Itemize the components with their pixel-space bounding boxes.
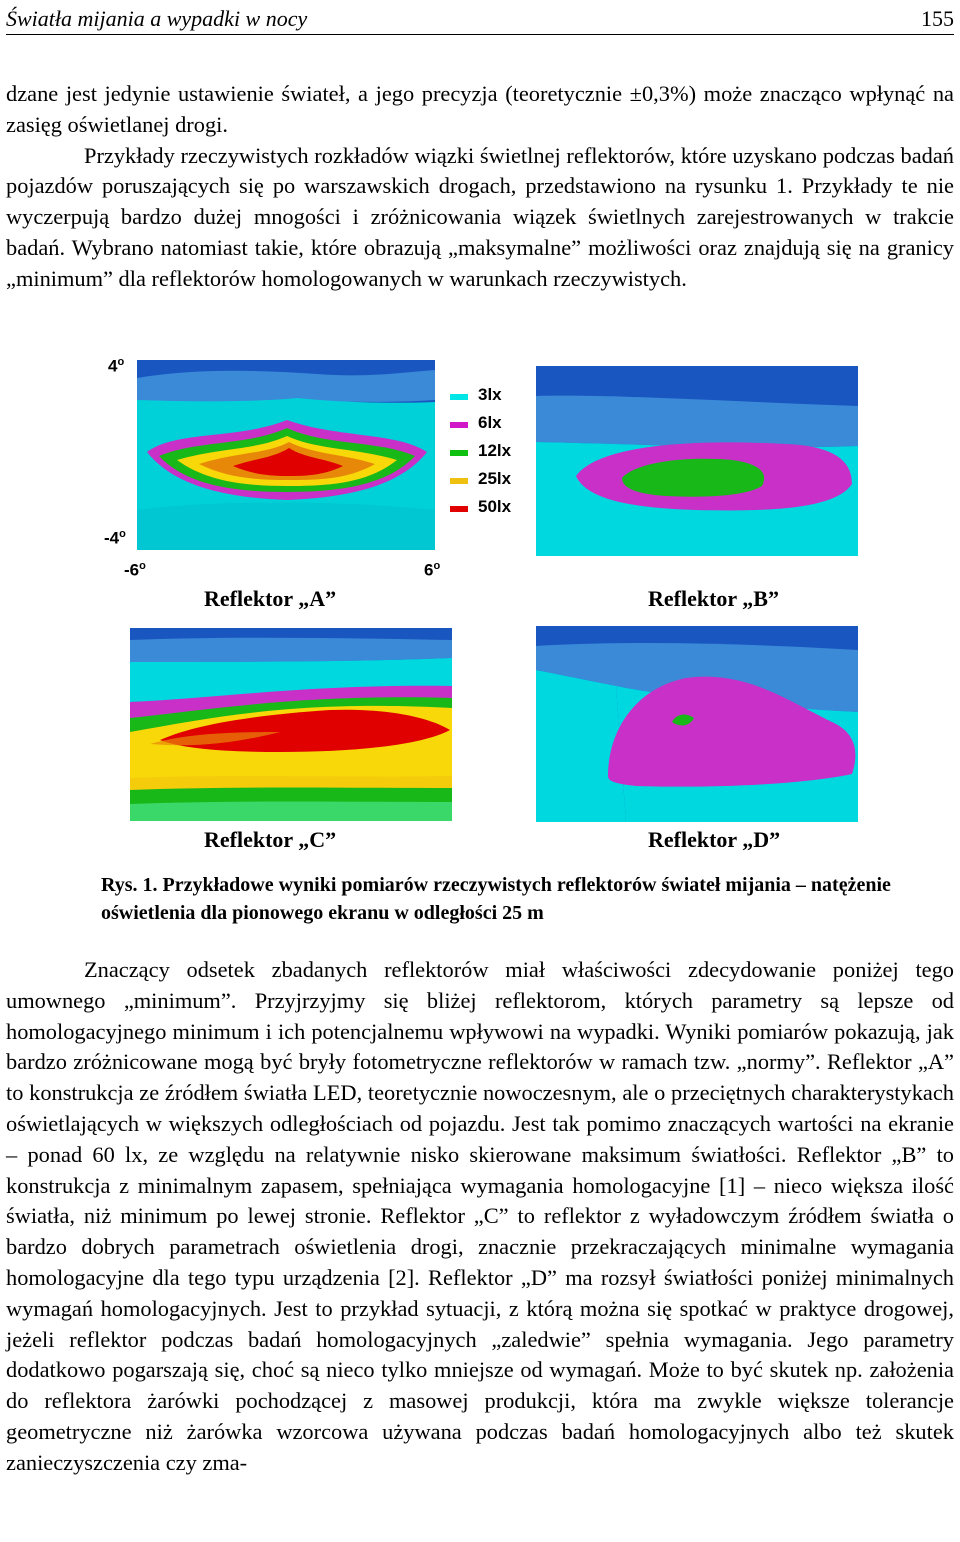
paragraph-reflector-analysis: Znaczący odsetek zbadanych reflektorów miał właściwości zdecydowanie poniżej tego umownego „minimum”. Przyjrzyjmy się bliżej reflektorom, których parametry są lepsze od homologacyjnego minimum i ich potencjalnemu wpływowi na wypadki. Wyniki pomiarów pokazują, jak bardzo zróżnicowane mogą być bryły fotometryczne reflektorów w ramach tzw. „normy”. Reflektor „A” to konstrukcja ze źródłem światła LED, teoretycznie nowoczesnym, ale o przeciętnych charakterystykach oświetlających w większych odległościach od pojazdu. Jest tak pomimo znaczących wartości na ekranie – ponad 60 lx, ze względu na relatywnie nisko skierowane maksimum światłości. Reflektor „B” to konstrukcja z minimalnym zapasem, spełniająca wymagania homologacyjne [1] – nieco większa ilość światła, niż minimum po lewej stronie. Reflektor „C” to reflektor z wyładowczym źródłem światła o bardzo dobrych parametrach oświetlenia drogi, znacznie przekraczających minimalne wymagania homologacyjne dla tego typu urządzenia [2]. Reflektor „D” ma rozsył światłości poniżej minimalnych wymagań homologacyjnych. Jest to przykład sytuacji, z którą można się spotkać w praktyce drogowej, jeżeli reflektor podczas badań homologacyjnych „zaledwie” spełnia wymagania. Jego parametry dodatkowo pogarszają się, choć są nieco tylko mniejsze od wymagań. Może to być skutek np. założenia do reflektora żarówki pochodzącej z masowej produkcji, która ma zwykle większe tolerancje geometryczne niż żarówka wzorcowa używana podczas badań homologacyjnych albo też skutek zanieczyszczenia czy zma-	[6, 957, 954, 1475]
legend-item	[448, 468, 538, 496]
page-number: 155	[921, 6, 954, 31]
isolux-plot-reflektor-c	[130, 628, 452, 821]
isolux-plot-reflektor-b	[536, 366, 858, 556]
axis-label-x-right: 6$^o$	[424, 560, 441, 580]
legend-label: 50lx	[478, 497, 512, 516]
panel-label-reflektor-c: Reflektor „C”	[204, 827, 337, 852]
legend-label: 25lx	[478, 469, 512, 488]
legend-swatch	[450, 478, 468, 484]
panel-label-reflektor-a: Reflektor „A”	[204, 586, 337, 611]
legend-item	[448, 412, 538, 440]
text-block-top	[6, 79, 954, 295]
isolux-plot-reflektor-a	[137, 360, 435, 550]
legend-label: 3lx	[478, 385, 502, 404]
text-block-bottom	[6, 955, 954, 1479]
legend-label: 6lx	[478, 413, 502, 432]
legend-label: 12lx	[478, 441, 512, 460]
legend-swatch	[450, 450, 468, 456]
paragraph-figure-intro: Przykłady rzeczywistych rozkładów wiązki świetlnej reflektorów, które uzyskano podczas badań pojazdów poruszających się po warszawskich drogach, przedstawiono na rysunku 1. Przykłady te nie wyczerpują bardzo dużej mnogości i zróżnicowania wiązek świetlnych zarejestrowanych w trakcie badań. Wybrano natomiast takie, które obrazują „maksymalne” możliwości oraz znajdują się na granicy „minimum” dla reflektorów homologowanych w warunkach rzeczywistych.	[6, 142, 954, 291]
axis-label-y-bottom: -4$^o$	[104, 528, 126, 548]
legend-swatch	[450, 394, 468, 400]
isolux-plot-reflektor-d	[536, 626, 858, 822]
legend-item	[448, 440, 538, 468]
legend-item	[448, 384, 538, 412]
figure-caption: Rys. 1. Przykładowe wyniki pomiarów rzeczywistych reflektorów świateł mijania – natężenie oświetlenia dla pionowego ekranu w odległości 25 m	[101, 874, 891, 924]
paragraph-continuation: dzane jest jedynie ustawienie świateł, a jego precyzja (teoretycznie ±0,3%) może znacząco wpłynąć na zasięg oświetlanej drogi.	[6, 81, 954, 137]
panel-label-reflektor-d: Reflektor „D”	[648, 827, 781, 852]
running-title: Światła mijania a wypadki w nocy	[6, 6, 308, 31]
page-header	[6, 4, 954, 35]
axis-label-y-top: 4$^o$	[108, 356, 125, 376]
legend-item	[448, 496, 538, 524]
isolux-legend	[448, 384, 538, 524]
legend-swatch	[450, 422, 468, 428]
axis-label-x-left: -6$^o$	[124, 560, 146, 580]
legend-swatch	[450, 506, 468, 512]
panel-label-reflektor-b: Reflektor „B”	[648, 586, 779, 611]
